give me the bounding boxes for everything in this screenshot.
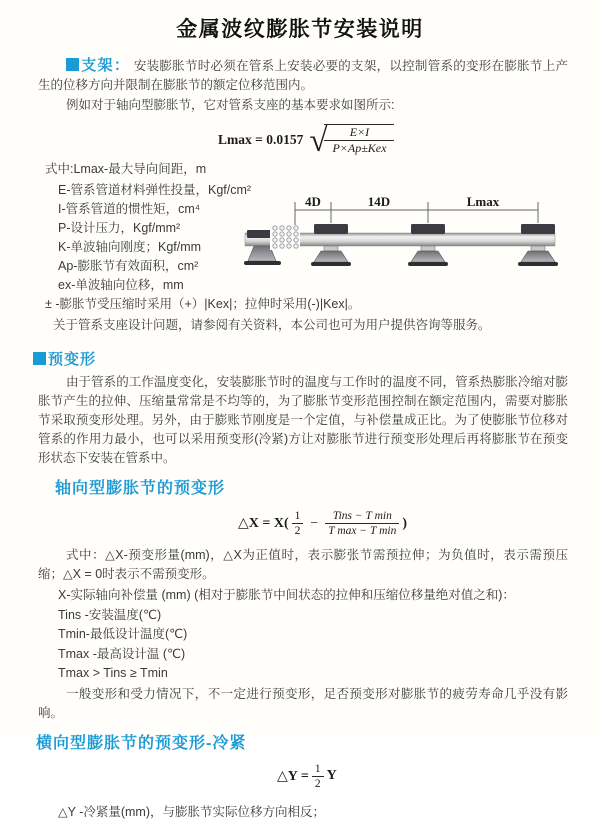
support-note-text: 关于管系支座设计问题，请参阅有关资料，本公司也可为用户提供咨询等服务。 xyxy=(53,318,491,332)
definition-line: 式中:Lmax-最大导向间距，m xyxy=(45,162,207,176)
fraction-numerator: E×I xyxy=(324,125,394,141)
predeform-heading-text: 预变形 xyxy=(48,351,97,368)
lmax-formula-fraction xyxy=(324,124,394,155)
section-bullet-icon xyxy=(66,58,79,71)
fraction-numerator: 1 xyxy=(292,510,304,524)
definition-line: ex-单波轴向位移，mm xyxy=(58,278,184,292)
lmax-formula-lhs: Lmax = 0.0157 xyxy=(218,131,304,147)
predeform-body-text: 由于管系的工作温度变化，安装膨胀节时的温度与工作时的温度不同，管系热膨胀冷缩对膨胀节产生的拉伸、压缩量常常是不均等的，为了膨胀节变形范围控制在额定范围内，需要对膨胀节采取预变形处理。另外，由于膨账节刚度是一个定值，与补偿量成正比。为了使膨胀节位移对管系的作用力最小，也可以采用预变形(冷紧)方让对膨胀节进行预变形处理后再将膨胀节在预变形状态下安装在管系中。 xyxy=(38,375,568,465)
fraction-numerator: Tins − T min xyxy=(325,510,399,524)
axial-subheading: 轴向型膨胀节的预变形 xyxy=(55,480,226,497)
support-example-text: 例如对于轴向型膨胀节，它对管系支座的基本要求如图所示: xyxy=(66,98,395,112)
lateral-formula xyxy=(277,763,600,790)
section-bullet-icon xyxy=(33,352,46,365)
lateral-formula-rhs: Y xyxy=(326,768,337,783)
bellows-icon xyxy=(270,225,300,250)
dim-label-14d: 14D xyxy=(367,194,391,209)
definition-line: E-管系管道材料弹性投量，Kgf/cm² xyxy=(58,183,252,197)
lateral-explain-text: △Y -冷紧量(mm)，与膨胀节实际位移方向相反； xyxy=(58,804,326,819)
definition-line: Tins -安装温度(℃) xyxy=(58,607,162,622)
fraction-denominator: 2 xyxy=(314,777,321,790)
axial-definition-list xyxy=(58,586,600,683)
one-half-fraction xyxy=(312,763,324,790)
definition-line: P-设计压力，Kgf/mm² xyxy=(58,221,181,235)
dim-label-4d: 4D xyxy=(305,194,321,209)
definition-line: K-单波轴向刚度；Kgf/mm xyxy=(58,240,202,254)
dim-label-lmax: Lmax xyxy=(466,194,500,209)
one-half-fraction xyxy=(292,510,304,537)
definition-line: Tmin-最低设计温度(℃) xyxy=(58,627,188,641)
close-paren: ) xyxy=(402,515,408,531)
axial-explain-text: 式中：△X-预变形量(mm)，△X为正值时，表示膨张节需预拉伸；为负值时，表示需预压缩；△X = 0时表示不需预变形。 xyxy=(38,548,568,581)
temperature-fraction xyxy=(325,510,399,537)
axial-formula-lhs: △X = X( xyxy=(238,516,289,531)
definition-line: I-管系管道的惯性矩，cm⁴ xyxy=(58,202,201,216)
definition-line: Tmax -最高设计温 (℃) xyxy=(58,646,186,661)
support-section-label: 支架： xyxy=(81,57,131,74)
fraction-denominator: T max − T min xyxy=(328,525,397,537)
definition-line: Tmax > Tins ≥ Tmin xyxy=(58,666,168,680)
page-title: 金属波纹膨胀节安装说明 xyxy=(176,18,424,41)
minus-operator: − xyxy=(310,515,319,531)
support-paragraph xyxy=(38,56,568,95)
axial-note-text: 一般变形和受力情况下，不一定进行预变形，足否预变形对膨胀节的疲劳寿命几乎没有影响。 xyxy=(38,686,568,720)
lateral-subheading: 横向型膨胀节的预变形-冷紧 xyxy=(36,734,247,752)
support-body-text: 安装膨胀节时必须在管系上安装必要的支架，以控制管系的变形在膨胀节上产生的位移方向并限制在膨胀节的额定位移范围内。 xyxy=(38,59,568,92)
definition-line: Ap-膨胀节有效面积，cm² xyxy=(58,259,199,273)
fraction-denominator: 2 xyxy=(294,525,301,537)
lmax-formula xyxy=(218,122,600,159)
pipe-support-diagram xyxy=(243,192,573,277)
radical-sign: √ xyxy=(309,122,328,159)
definition-line: ± -膨胀节受压缩时采用（+）|Kex|；拉伸时采用(-)|Kex|。 xyxy=(45,297,361,311)
axial-formula xyxy=(238,510,600,537)
fraction-numerator: 1 xyxy=(312,763,324,777)
lateral-formula-lhs: △Y = xyxy=(277,768,309,784)
definition-line: X-实际轴向补偿量 (mm) (相对于膨胀节中间状态的拉伸和压缩位移量绝对值之和)： xyxy=(58,588,515,602)
fraction-denominator: P×Ap±Kex xyxy=(332,141,387,155)
predeform-section-heading xyxy=(33,348,600,369)
